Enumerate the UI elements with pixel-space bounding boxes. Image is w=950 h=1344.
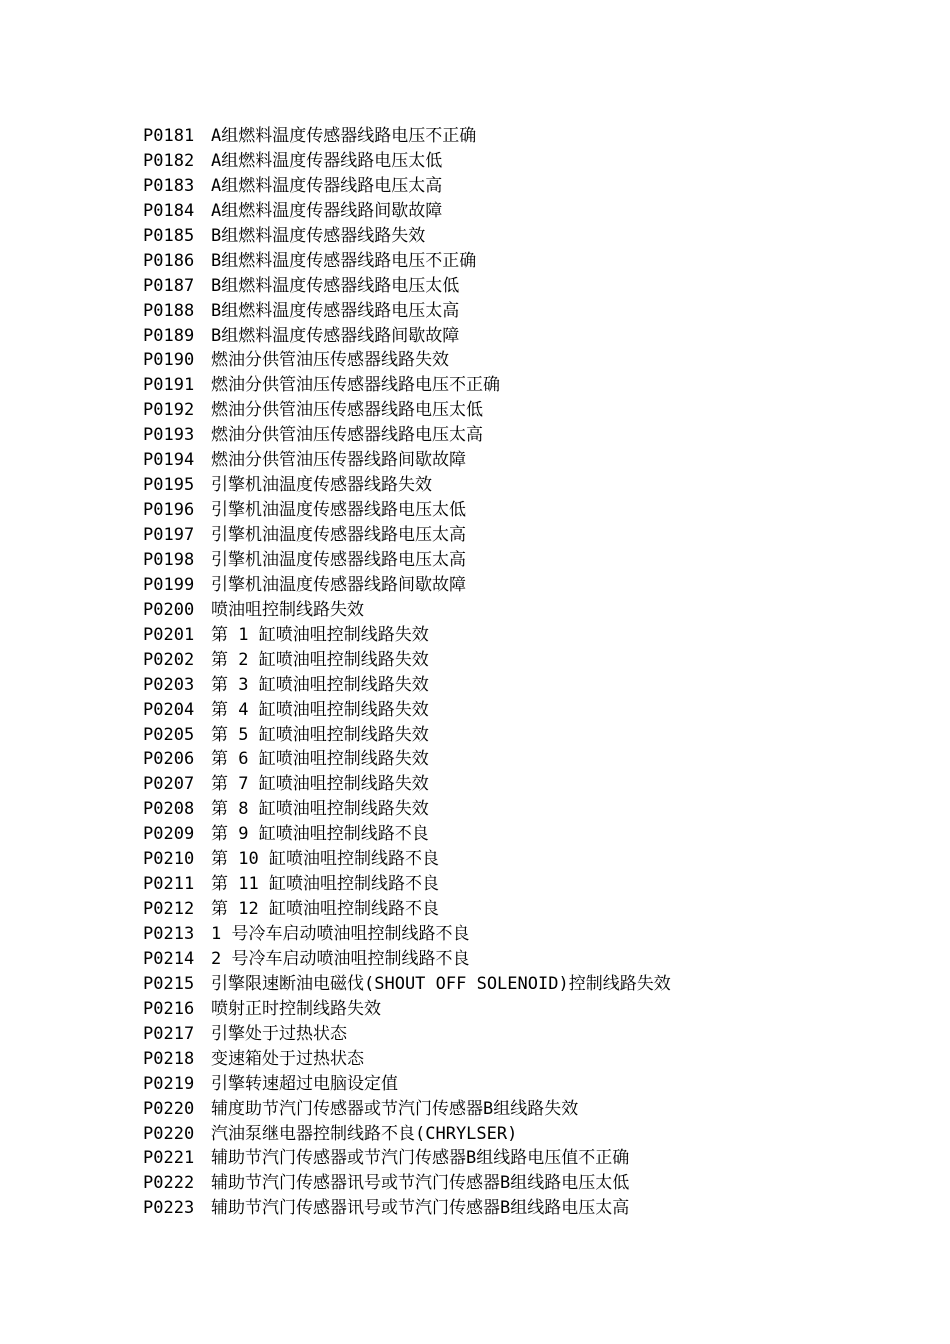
table-row — [143, 1171, 671, 1196]
fault-description: B组燃料温度传感器线路失效 — [211, 225, 426, 246]
table-row — [143, 1196, 671, 1221]
fault-description: 引擎机油温度传感器线路电压太高 — [211, 525, 466, 545]
fault-description: 辅助节汽门传感器或节汽门传感器B组线路电压值不正确 — [211, 1148, 630, 1169]
fault-code: P0190 — [143, 350, 195, 371]
table-row — [143, 224, 671, 249]
fault-description: 引擎处于过热状态 — [211, 1023, 347, 1044]
table-row — [143, 897, 671, 922]
fault-code: P0203 — [143, 674, 195, 695]
fault-description: 第 12 缸喷油咀控制线路不良 — [211, 899, 439, 920]
fault-code-list — [143, 124, 671, 1221]
fault-description: 引擎机油温度传感器线路失效 — [211, 475, 432, 496]
fault-code: P0191 — [143, 375, 195, 396]
fault-code: P0214 — [143, 948, 195, 969]
table-row — [143, 972, 671, 997]
fault-description: A组燃料温度传器线路电压太低 — [211, 150, 443, 171]
fault-code: P0187 — [143, 275, 195, 296]
fault-description: A组燃料温度传器线路电压太高 — [211, 175, 443, 196]
fault-code: P0223 — [143, 1198, 195, 1219]
fault-code: P0193 — [143, 425, 195, 446]
fault-code: P0215 — [143, 973, 195, 994]
fault-code: P0222 — [143, 1173, 195, 1194]
table-row — [143, 448, 671, 473]
fault-code: P0189 — [143, 325, 195, 346]
fault-code: P0212 — [143, 899, 195, 920]
fault-code: P0217 — [143, 1023, 195, 1044]
table-row — [143, 1122, 671, 1147]
fault-description: 第 5 缸喷油咀控制线路失效 — [211, 724, 429, 745]
table-row — [143, 598, 671, 623]
fault-description: 燃油分供管油压传感器线路失效 — [211, 350, 449, 371]
table-row — [143, 274, 671, 299]
fault-description: B组燃料温度传感器线路电压不正确 — [211, 250, 477, 271]
fault-code: P0207 — [143, 774, 195, 795]
table-row — [143, 673, 671, 698]
table-row — [143, 149, 671, 174]
fault-code: P0194 — [143, 450, 195, 471]
table-row — [143, 648, 671, 673]
fault-description: 引擎机油温度传感器线路电压太低 — [211, 500, 466, 521]
table-row — [143, 623, 671, 648]
fault-description: 第 3 缸喷油咀控制线路失效 — [211, 674, 429, 695]
table-row — [143, 1047, 671, 1072]
fault-code: P0208 — [143, 799, 195, 820]
fault-description: 燃油分供管油压传感器线路电压太低 — [211, 400, 483, 421]
fault-description: 第 8 缸喷油咀控制线路失效 — [211, 799, 429, 820]
fault-description: 燃油分供管油压传感器线路电压不正确 — [211, 375, 500, 396]
fault-description: 第 11 缸喷油咀控制线路不良 — [211, 874, 439, 895]
fault-code: P0220 — [143, 1123, 195, 1144]
table-row — [143, 922, 671, 947]
fault-description: 第 4 缸喷油咀控制线路失效 — [211, 699, 429, 720]
fault-description: 第 7 缸喷油咀控制线路失效 — [211, 774, 429, 795]
fault-description: 第 2 缸喷油咀控制线路失效 — [211, 649, 429, 670]
fault-code: P0220 — [143, 1098, 195, 1119]
table-row — [143, 1146, 671, 1171]
table-row — [143, 523, 671, 548]
fault-code: P0200 — [143, 599, 195, 620]
fault-description: 燃油分供管油压传器线路间歇故障 — [211, 450, 466, 471]
fault-code: P0205 — [143, 724, 195, 745]
fault-description: 2 号冷车启动喷油咀控制线路不良 — [211, 948, 470, 969]
table-row — [143, 822, 671, 847]
fault-description: 喷射正时控制线路失效 — [211, 998, 381, 1019]
fault-description: 辅度助节汽门传感器或节汽门传感器B组线路失效 — [211, 1098, 579, 1119]
table-row — [143, 423, 671, 448]
fault-code: P0204 — [143, 699, 195, 720]
fault-code: P0213 — [143, 924, 195, 944]
fault-code: P0183 — [143, 175, 195, 196]
fault-code: P0185 — [143, 225, 195, 246]
fault-code: P0218 — [143, 1048, 195, 1069]
fault-description: 喷油咀控制线路失效 — [211, 599, 364, 620]
fault-code: P0192 — [143, 400, 195, 421]
fault-code: P0221 — [143, 1148, 195, 1169]
fault-code: P0188 — [143, 300, 195, 321]
fault-description: 第 10 缸喷油咀控制线路不良 — [211, 849, 439, 870]
table-row — [143, 398, 671, 423]
fault-code: P0184 — [143, 200, 195, 221]
table-row — [143, 723, 671, 748]
table-row — [143, 199, 671, 224]
table-row — [143, 772, 671, 797]
fault-code: P0182 — [143, 150, 195, 171]
table-row — [143, 174, 671, 199]
table-row — [143, 324, 671, 349]
fault-code: P0197 — [143, 525, 195, 545]
fault-code: P0196 — [143, 500, 195, 521]
table-row — [143, 373, 671, 398]
fault-description: 第 6 缸喷油咀控制线路失效 — [211, 749, 429, 770]
fault-code: P0199 — [143, 574, 195, 595]
table-row — [143, 498, 671, 523]
fault-description: 第 1 缸喷油咀控制线路失效 — [211, 624, 429, 645]
fault-description: 引擎机油温度传感器线路电压太高 — [211, 549, 466, 570]
fault-description: B组燃料温度传感器线路间歇故障 — [211, 325, 460, 346]
fault-code: P0198 — [143, 549, 195, 570]
fault-description: 辅助节汽门传感器讯号或节汽门传感器B组线路电压太高 — [211, 1198, 630, 1219]
fault-code: P0211 — [143, 874, 195, 895]
table-row — [143, 299, 671, 324]
table-row — [143, 124, 671, 149]
fault-code: P0195 — [143, 475, 195, 496]
table-row — [143, 698, 671, 723]
fault-description: A组燃料温度传感器线路电压不正确 — [211, 126, 477, 146]
fault-code: P0181 — [143, 126, 195, 146]
fault-code: P0209 — [143, 824, 195, 845]
fault-description: 辅助节汽门传感器讯号或节汽门传感器B组线路电压太低 — [211, 1173, 630, 1194]
table-row — [143, 573, 671, 598]
table-row — [143, 847, 671, 872]
table-row — [143, 797, 671, 822]
fault-description: 引擎机油温度传感器线路间歇故障 — [211, 574, 466, 595]
fault-description: 第 9 缸喷油咀控制线路不良 — [211, 824, 429, 845]
fault-description: 燃油分供管油压传感器线路电压太高 — [211, 425, 483, 446]
fault-description: A组燃料温度传器线路间歇故障 — [211, 200, 443, 221]
fault-code: P0186 — [143, 250, 195, 271]
fault-code: P0216 — [143, 998, 195, 1019]
table-row — [143, 872, 671, 897]
fault-description: 汽油泵继电器控制线路不良(CHRYLSER) — [211, 1123, 518, 1144]
fault-description: 变速箱处于过热状态 — [211, 1048, 364, 1069]
fault-description: B组燃料温度传感器线路电压太低 — [211, 275, 460, 296]
fault-code: P0202 — [143, 649, 195, 670]
table-row — [143, 473, 671, 498]
fault-description: 引擎转速超过电脑设定值 — [211, 1073, 398, 1094]
table-row — [143, 548, 671, 573]
fault-code: P0206 — [143, 749, 195, 770]
table-row — [143, 997, 671, 1022]
table-row — [143, 747, 671, 772]
fault-code: P0210 — [143, 849, 195, 870]
table-row — [143, 249, 671, 274]
fault-description: 引擎限速断油电磁伐(SHOUT OFF SOLENOID)控制线路失效 — [211, 973, 671, 994]
table-row — [143, 947, 671, 972]
fault-code: P0219 — [143, 1073, 195, 1094]
fault-description: 1 号冷车启动喷油咀控制线路不良 — [211, 924, 470, 944]
table-row — [143, 1097, 671, 1122]
table-row — [143, 348, 671, 373]
fault-description: B组燃料温度传感器线路电压太高 — [211, 300, 460, 321]
table-row — [143, 1072, 671, 1097]
table-row — [143, 1022, 671, 1047]
fault-code: P0201 — [143, 624, 195, 645]
